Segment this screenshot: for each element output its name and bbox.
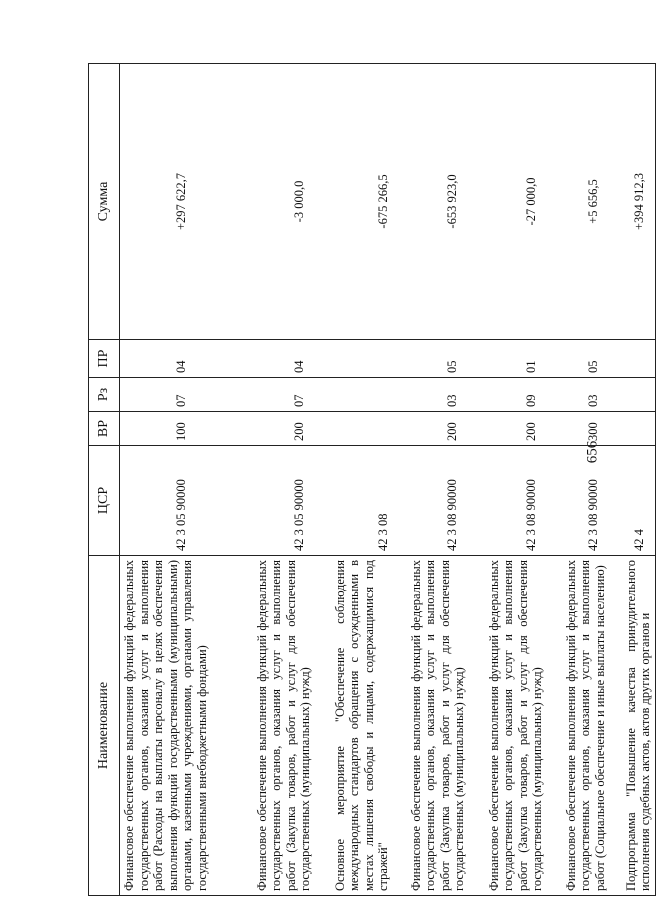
row-vr: 100	[120, 412, 253, 446]
row-vr: 200	[407, 412, 485, 446]
table-row	[485, 64, 562, 896]
row-pr: 04	[120, 340, 253, 378]
row-sum: -27 000,0	[485, 64, 562, 340]
row-rz: 07	[120, 378, 253, 412]
row-rz: 09	[485, 378, 562, 412]
row-rz: 03	[407, 378, 485, 412]
row-csr: 42 3 08 90000	[485, 446, 562, 556]
table-row	[562, 64, 622, 896]
table-row	[331, 64, 407, 896]
row-pr	[622, 340, 656, 378]
row-csr: 42 3 05 90000	[120, 446, 253, 556]
row-name: Подпрограмма "Повышение качества принудительного исполнения судебных актов, актов других органов и	[622, 556, 656, 896]
row-name: Финансовое обеспечение выполнения функций федеральных государственных органов, оказания услуг и выполнения работ (Социальное обеспечение и иные выплаты населению)	[562, 556, 622, 896]
header-rz: Рз	[89, 378, 120, 412]
row-csr: 42 3 08 90000	[562, 446, 622, 556]
row-name: Финансовое обеспечение выполнения функций федеральных государственных органов, оказания услуг и выполнения работ (Закупка товаров, работ и услуг для обеспечения государственных (муниципальных) нужд)	[485, 556, 562, 896]
row-pr: 05	[407, 340, 485, 378]
row-pr: 04	[253, 340, 331, 378]
row-name: Основное мероприятие "Обеспечение соблюдения международных стандартов обращения с осужденными в местах лишения свободы и лицами, содержащимися под стражей"	[331, 556, 407, 896]
table-row	[622, 64, 656, 896]
row-name: Финансовое обеспечение выполнения функций федеральных государственных органов, оказания услуг и выполнения работ (Закупка товаров, работ и услуг для обеспечения государственных (муниципальных) нужд)	[407, 556, 485, 896]
row-csr: 42 3 05 90000	[253, 446, 331, 556]
header-name: Наименование	[89, 556, 120, 896]
row-vr	[622, 412, 656, 446]
rotated-page	[88, 64, 652, 896]
row-name: Финансовое обеспечение выполнения функций федеральных государственных органов, оказания услуг и выполнения работ (Расходы на выплаты персоналу в целях обеспечения выполнения функций государственными (муниципальными) органами, казенными учреждениями, органами управления государственными внебюджетными фондами)	[120, 556, 253, 896]
header-csr: ЦСР	[89, 446, 120, 556]
row-vr: 300	[562, 412, 622, 446]
table-row	[407, 64, 485, 896]
row-sum: +394 912,3	[622, 64, 656, 340]
row-rz: 07	[253, 378, 331, 412]
header-pr: ПР	[89, 340, 120, 378]
page-number: 656	[584, 440, 601, 464]
row-pr: 05	[562, 340, 622, 378]
table-row	[253, 64, 331, 896]
row-sum: -675 266,5	[331, 64, 407, 340]
row-rz: 03	[562, 378, 622, 412]
row-pr	[331, 340, 407, 378]
row-csr: 42 3 08	[331, 446, 407, 556]
row-pr: 01	[485, 340, 562, 378]
row-sum: -3 000,0	[253, 64, 331, 340]
budget-table	[88, 63, 656, 896]
row-rz	[622, 378, 656, 412]
row-csr: 42 3 08 90000	[407, 446, 485, 556]
row-sum: +297 622,7	[120, 64, 253, 340]
row-csr: 42 4	[622, 446, 656, 556]
row-name: Финансовое обеспечение выполнения функций федеральных государственных органов, оказания услуг и выполнения работ (Закупка товаров, работ и услуг для обеспечения государственных (муниципальных) нужд)	[253, 556, 331, 896]
row-vr: 200	[485, 412, 562, 446]
row-sum: -653 923,0	[407, 64, 485, 340]
header-vr: ВР	[89, 412, 120, 446]
header-sum: Сумма	[89, 64, 120, 340]
row-sum: +5 656,5	[562, 64, 622, 340]
table-row	[120, 64, 253, 896]
table-header-row	[89, 64, 120, 896]
row-rz	[331, 378, 407, 412]
row-vr	[331, 412, 407, 446]
row-vr: 200	[253, 412, 331, 446]
